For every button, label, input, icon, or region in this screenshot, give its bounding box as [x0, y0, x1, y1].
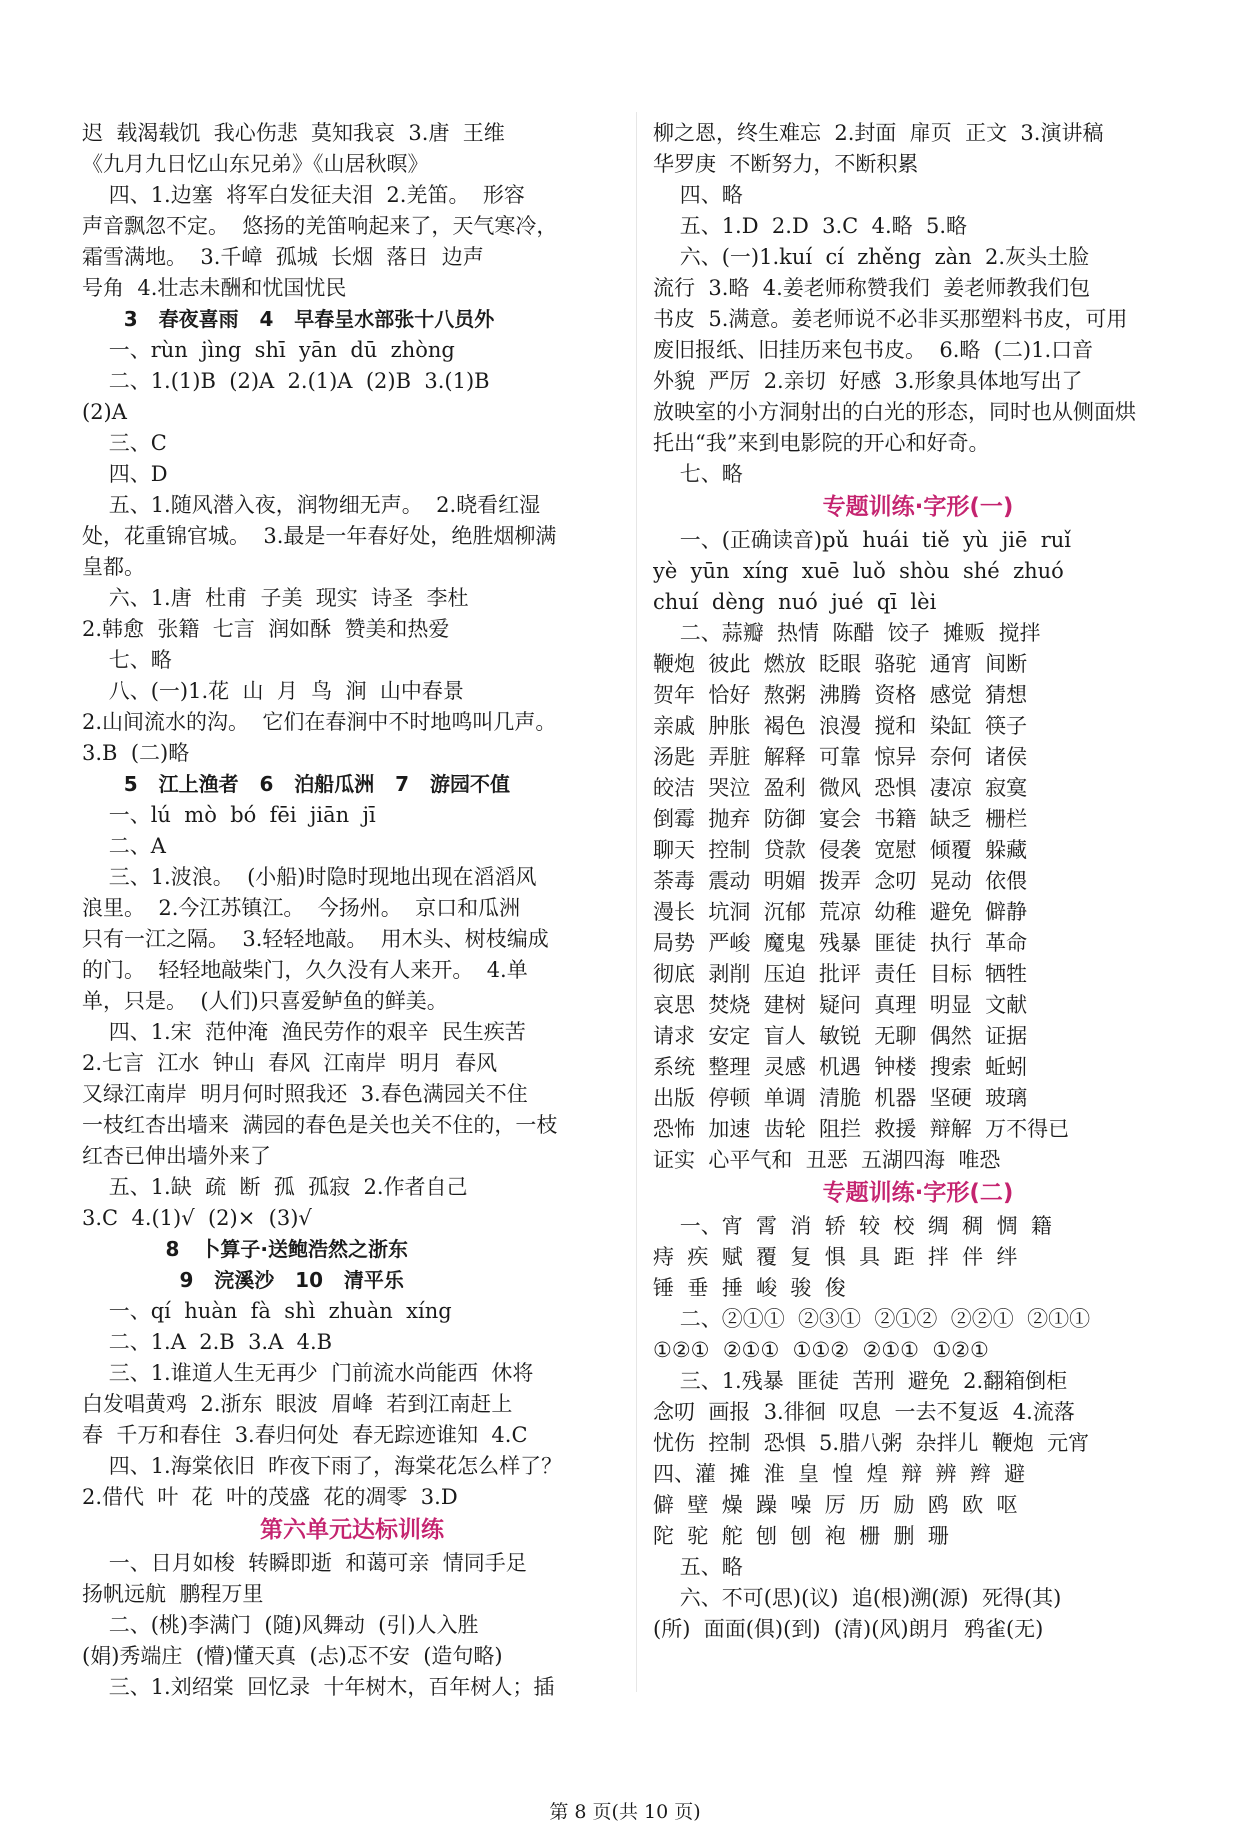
answer-line: 陀 驼 舵 刨 刨 袍 栅 删 珊: [653, 1524, 949, 1548]
lesson-title: 3 春夜喜雨 4 早春呈水部张十八员外: [82, 307, 495, 331]
answer-line: 三、C: [82, 431, 167, 455]
left-column: [82, 118, 622, 1703]
section-heading: 专题训练·字形(一): [822, 494, 1014, 520]
section-heading: 第六单元达标训练: [260, 1517, 444, 1543]
answer-line: chuí dèng nuó jué qī lèi: [653, 590, 937, 614]
answer-line: 《九月九日忆山东兄弟》《山居秋暝》: [82, 152, 429, 176]
answer-line: 五、1.缺 疏 断 孤 孤寂 2.作者自己: [82, 1175, 468, 1199]
answer-line: 柳之恩，终生难忘 2.封面 扉页 正文 3.演讲稿: [653, 121, 1104, 145]
answer-line: 书皮 5.满意。姜老师说不必非买那塑料书皮，可用: [653, 307, 1128, 331]
answer-line: (所) 面面(俱)(到) (清)(风)朗月 鸦雀(无): [653, 1617, 1044, 1641]
answer-line: 2.借代 叶 花 叶的茂盛 花的凋零 3.D: [82, 1485, 458, 1509]
answer-line: 二、1.A 2.B 3.A 4.B: [82, 1330, 333, 1354]
answer-line: 流行 3.略 4.姜老师称赞我们 姜老师教我们包: [653, 276, 1091, 300]
answer-line: 聊天 控制 贷款 侵袭 宽慰 倾覆 躲藏: [653, 838, 1028, 862]
lesson-title: 8 卜算子·送鲍浩然之浙东: [82, 1237, 408, 1261]
answer-line: 一、(正确读音)pǔ huái tiě yù jiē ruǐ: [653, 528, 1071, 552]
answer-line: 单，只是。 (人们)只喜爱鲈鱼的鲜美。: [82, 989, 448, 1013]
answer-line: 七、略: [653, 462, 743, 486]
answer-line: 外貌 严厉 2.亲切 好感 3.形象具体地写出了: [653, 369, 1083, 393]
column-divider: [636, 112, 637, 1692]
answer-line: 请求 安定 盲人 敏锐 无聊 偶然 证据: [653, 1024, 1028, 1048]
answer-line: 亲戚 肿胀 褐色 浪漫 搅和 染缸 筷子: [653, 714, 1028, 738]
answer-line: 一、宵 霄 消 轿 较 校 绸 稠 惆 籍: [653, 1214, 1052, 1238]
answer-line: 声音飘忽不定。 悠扬的羌笛响起来了，天气寒冷，: [82, 214, 558, 238]
answer-line: 扬帆远航 鹏程万里: [82, 1582, 264, 1606]
answer-line: 鞭炮 彼此 燃放 眨眼 骆驼 通宵 间断: [653, 652, 1028, 676]
answer-line: 恐怖 加速 齿轮 阻拦 救援 辩解 万不得已: [653, 1117, 1070, 1141]
answer-line: 六、不可(思)(议) 追(根)溯(源) 死得(其): [653, 1586, 1062, 1610]
answer-line: 局势 严峻 魔鬼 残暴 匪徒 执行 革命: [653, 931, 1028, 955]
answer-line: 华罗庚 不断努力，不断积累: [653, 152, 919, 176]
page-footer: 第 8 页(共 10 页): [549, 1801, 701, 1823]
lesson-title: 9 浣溪沙 10 清平乐: [82, 1268, 404, 1292]
answer-line: 七、略: [82, 648, 172, 672]
answer-line: 浪里。 2.今江苏镇江。 今扬州。 京口和瓜洲: [82, 896, 521, 920]
answer-line: 五、1.随风潜入夜，润物细无声。 2.晓看红湿: [82, 493, 541, 517]
answer-line: (娟)秀端庄 (懵)懂天真 (忐)忑不安 (造句略): [82, 1644, 503, 1668]
answer-line: 锤 垂 捶 峻 骏 俊: [653, 1276, 846, 1300]
answer-line: 托出“我”来到电影院的开心和好奇。: [653, 431, 990, 455]
answer-line: 春 千万和春住 3.春归何处 春无踪迹谁知 4.C: [82, 1423, 528, 1447]
answer-line: ①②① ②①① ①①② ②①① ①②①: [653, 1338, 989, 1362]
answer-line: 八、(一)1.花 山 月 鸟 涧 山中春景: [82, 679, 464, 703]
answer-line: 六、1.唐 杜甫 子美 现实 诗圣 李杜: [82, 586, 469, 610]
answer-line: 四、1.海棠依旧 昨夜下雨了，海棠花怎么样了？: [82, 1454, 563, 1478]
answer-line: 白发唱黄鸡 2.浙东 眼波 眉峰 若到江南赶上: [82, 1392, 513, 1416]
answer-line: 五、1.D 2.D 3.C 4.略 5.略: [653, 214, 968, 238]
answer-line: 漫长 坑洞 沉郁 荒凉 幼稚 避免 僻静: [653, 900, 1028, 924]
answer-line: 一、日月如梭 转瞬即逝 和蔼可亲 情同手足: [82, 1551, 527, 1575]
answer-line: 三、1.残暴 匪徒 苦刑 避免 2.翻箱倒柜: [653, 1369, 1068, 1393]
answer-line: 一、lú mò bó fēi jiān jī: [82, 803, 376, 827]
answer-line: 废旧报纸、旧挂历来包书皮。 6.略 (二)1.口音: [653, 338, 1094, 362]
answer-line: 哀思 焚烧 建树 疑问 真理 明显 文献: [653, 993, 1028, 1017]
answer-line: yè yūn xíng xuē luǒ shòu shé zhuó: [653, 559, 1064, 583]
answer-line: 号角 4.壮志未酬和忧国忧民: [82, 276, 347, 300]
answer-line: 迟 载渴载饥 我心伤悲 莫知我哀 3.唐 王维: [82, 121, 505, 145]
lesson-title: 5 江上渔者 6 泊船瓜洲 7 游园不值: [82, 772, 510, 796]
answer-line: 贺年 恰好 熬粥 沸腾 资格 感觉 猜想: [653, 683, 1028, 707]
answer-line: 痔 疾 赋 覆 复 惧 具 距 拌 伴 绊: [653, 1245, 1018, 1269]
answer-line: 汤匙 弄脏 解释 可靠 惊异 奈何 诸侯: [653, 745, 1028, 769]
answer-line: 放映室的小方洞射出的白光的形态，同时也从侧面烘: [653, 400, 1136, 424]
answer-line: 出版 停顿 单调 清脆 机器 坚硬 玻璃: [653, 1086, 1028, 1110]
answer-line: 荼毒 震动 明媚 拨弄 念叨 晃动 依偎: [653, 869, 1028, 893]
answer-line: 三、1.刘绍棠 回忆录 十年树木，百年树人；插: [82, 1675, 555, 1699]
answer-line: 一、qí huàn fà shì zhuàn xíng: [82, 1299, 452, 1323]
answer-line: 二、(桃)李满门 (随)风舞动 (引)人入胜: [82, 1613, 479, 1637]
answer-line: 只有一江之隔。 3.轻轻地敲。 用木头、树枝编成: [82, 927, 549, 951]
answer-line: 一枝红杏出墙来 满园的春色是关也关不住的，一枝: [82, 1113, 558, 1137]
answer-line: 四、灌 摊 淮 皇 惶 煌 辩 辨 辫 避: [653, 1462, 1026, 1486]
answer-line: 二、A: [82, 834, 166, 858]
answer-line: 三、1.谁道人生无再少 门前流水尚能西 休将: [82, 1361, 534, 1385]
answer-line: 二、蒜瓣 热情 陈醋 饺子 摊贩 搅拌: [653, 621, 1041, 645]
answer-line: 念叨 画报 3.徘徊 叹息 一去不复返 4.流落: [653, 1400, 1075, 1424]
answer-line: 又绿江南岸 明月何时照我还 3.春色满园关不住: [82, 1082, 528, 1106]
answer-line: 忧伤 控制 恐惧 5.腊八粥 杂拌儿 鞭炮 元宵: [653, 1431, 1090, 1455]
answer-line: 皇都。: [82, 555, 145, 579]
answer-line: 五、略: [653, 1555, 743, 1579]
answer-line: 三、1.波浪。 (小船)时隐时现地出现在滔滔风: [82, 865, 537, 889]
answer-line: 处，花重锦官城。 3.最是一年春好处，绝胜烟柳满: [82, 524, 557, 548]
section-heading: 专题训练·字形(二): [822, 1180, 1014, 1206]
answer-line: 僻 壁 燥 躁 噪 厉 历 励 鸥 欧 呕: [653, 1493, 1018, 1517]
answer-line: 倒霉 抛弃 防御 宴会 书籍 缺乏 栅栏: [653, 807, 1028, 831]
answer-line: 2.山间流水的沟。 它们在春涧中不时地鸣叫几声。: [82, 710, 557, 734]
answer-line: 2.韩愈 张籍 七言 润如酥 赞美和热爱: [82, 617, 450, 641]
answer-line: 四、D: [82, 462, 168, 486]
answer-line: 六、(一)1.kuí cí zhěng zàn 2.灰头土脸: [653, 245, 1090, 269]
answer-line: 二、②①① ②③① ②①② ②②① ②①①: [653, 1307, 1091, 1331]
answer-line: 证实 心平气和 丑恶 五湖四海 唯恐: [653, 1148, 1001, 1172]
answer-line: 的门。 轻轻地敲柴门，久久没有人来开。 4.单: [82, 958, 528, 982]
answer-line: 红杏已伸出墙外来了: [82, 1144, 271, 1168]
right-column: [653, 118, 1183, 1645]
answer-line: 系统 整理 灵感 机遇 钟楼 搜索 蚯蚓: [653, 1055, 1028, 1079]
answer-line: 3.B (二)略: [82, 741, 190, 765]
answer-line: 彻底 剥削 压迫 批评 责任 目标 牺牲: [653, 962, 1028, 986]
answer-line: 四、1.边塞 将军白发征夫泪 2.羌笛。 形容: [82, 183, 525, 207]
answer-line: 皎洁 哭泣 盈利 微风 恐惧 凄凉 寂寞: [653, 776, 1028, 800]
answer-line: (2)A: [82, 400, 127, 424]
answer-line: 四、1.宋 范仲淹 渔民劳作的艰辛 民生疾苦: [82, 1020, 526, 1044]
answer-line: 霜雪满地。 3.千嶂 孤城 长烟 落日 边声: [82, 245, 484, 269]
answer-line: 二、1.(1)B (2)A 2.(1)A (2)B 3.(1)B: [82, 369, 490, 393]
answer-line: 四、略: [653, 183, 743, 207]
answer-line: 一、rùn jìng shī yān dū zhòng: [82, 338, 455, 362]
answer-line: 2.七言 江水 钟山 春风 江南岸 明月 春风: [82, 1051, 498, 1075]
answer-line: 3.C 4.(1)√ (2)× (3)√: [82, 1206, 312, 1230]
